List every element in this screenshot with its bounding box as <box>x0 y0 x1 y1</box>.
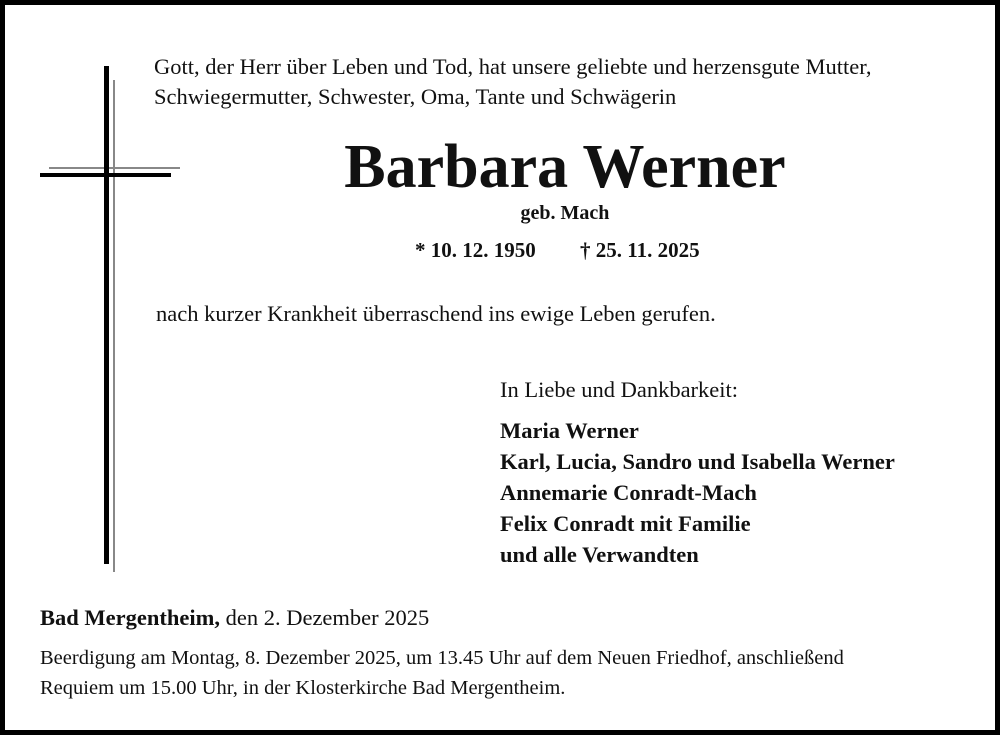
intro-line-1: Gott, der Herr über Leben und Tod, hat unsere geliebte und herzensgute Mutter, <box>154 54 872 79</box>
mourner-name: Felix Conradt mit Familie <box>500 511 751 536</box>
date: den 2. Dezember 2025 <box>219 605 430 630</box>
birth-date: * 10. 12. 1950 <box>415 238 536 262</box>
death-date: † 25. 11. 2025 <box>580 238 700 262</box>
intro-line-2: Schwiegermutter, Schwester, Oma, Tante und Schwägerin <box>154 84 677 109</box>
mourner-name: Maria Werner <box>500 418 639 443</box>
mourner-name: und alle Verwandten <box>500 542 699 567</box>
maiden-name: geb. Mach <box>520 202 610 224</box>
mourners-heading: In Liebe und Dankbarkeit: <box>500 377 739 402</box>
place: Bad Mergentheim, <box>40 605 220 630</box>
deceased-name: Barbara Werner <box>344 133 786 201</box>
funeral-line-1: Beerdigung am Montag, 8. Dezember 2025, um 13.45 Uhr auf dem Neuen Friedhof, anschließend <box>40 647 844 669</box>
place-date <box>40 603 429 633</box>
mourner-name: Annemarie Conradt-Mach <box>500 480 757 505</box>
mourner-name: Karl, Lucia, Sandro und Isabella Werner <box>500 449 895 474</box>
message: nach kurzer Krankheit überraschend ins ewige Leben gerufen. <box>156 301 716 326</box>
funeral-line-2: Requiem um 15.00 Uhr, in der Klosterkirche Bad Mergentheim. <box>40 677 566 699</box>
